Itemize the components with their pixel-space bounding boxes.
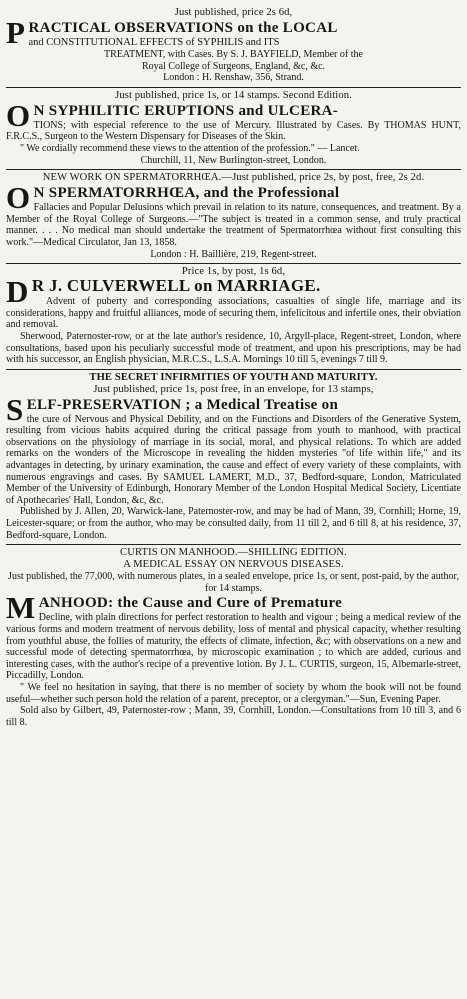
ad-body: Fallacies and Popular Delusions which prevail in relation to its nature, consequences, and treatment. By a Member of the Royal College of Surgeons.—"The subject is treated in a common sense, and truly practical manner. . . . No medical man should undertake the treatment of Spermatorrhœa without first consulting this work."—Medical Circulator, Jan 13, 1858. bbox=[6, 202, 461, 248]
ad-title-text: ELF-PRESERVATION ; a Medical Treatise on bbox=[26, 396, 339, 413]
ad-body: TIONS; with especial reference to the use of Mercury. Illustrated by Cases. By THOMAS HUNT, F.R.C.S., Surgeon to the Western Dispensary for Diseases of the Skin. bbox=[6, 119, 461, 143]
ad-line: Royal College of Surgeons, England, &c, &c. bbox=[141, 60, 326, 72]
ad-self-preservation bbox=[6, 370, 461, 546]
ad-header: Just published, price 1s, or 14 stamps. Second Edition. bbox=[115, 89, 352, 101]
drop-cap: O bbox=[6, 97, 31, 133]
ad-title-text: RACTICAL OBSERVATIONS on the LOCAL bbox=[28, 20, 338, 36]
ad-culverwell-marriage bbox=[6, 264, 461, 370]
ad-header: NEW WORK ON SPERMATORRHŒA.—Just published, price 2s, by post, free, 2s 2d. bbox=[42, 172, 425, 184]
drop-cap: M bbox=[6, 590, 36, 626]
ad-publisher: London : H. Renshaw, 356, Strand. bbox=[163, 72, 304, 84]
ad-quote: " We feel no hesitation in saying, that there is no member of society by whom the book will not be found useful—whether such person hold the relation of a parent, preceptor, or a clergyman."—Sun, Evening Paper. bbox=[6, 681, 461, 705]
ad-body-2: Published by J. Allen, 20, Warwick-lane, Paternoster-row, and may be had of Mann, 39, Cornhill; Horne, 19, Leicester-square; or from the author, who may be consulted daily, from 11 till 2, and 6 till 8, at his residence, 37, Bedford-square, London. bbox=[6, 506, 461, 541]
ad-line: and CONSTITUTIONAL EFFECTS of SYPHILIS and ITS bbox=[28, 37, 280, 48]
ad-title-text: N SYPHILITIC ERUPTIONS and ULCERA- bbox=[33, 102, 339, 119]
ad-title bbox=[6, 180, 461, 216]
ad-publisher: London : H. Baillière, 219, Regent-street. bbox=[150, 248, 317, 260]
ad-bayfield-syphilis bbox=[6, 5, 461, 88]
ad-header: CURTIS ON MANHOOD.—SHILLING EDITION. bbox=[120, 547, 347, 559]
ad-body-2: Sherwood, Paternoster-row, or at the late author's residence, 10, Argyll-place, Regent-street, London, where consultations, based upon his peculiarly successful mode of treatment, and upon his prescriptions, may be had with his successor, an English physician, M.R.C.S., L.S.A. Mornings 10 till 5, evenings 7 till 9. bbox=[6, 330, 461, 366]
ad-spermatorrhoea bbox=[6, 170, 461, 264]
ad-header: THE SECRET INFIRMITIES OF YOUTH AND MATURITY. bbox=[89, 371, 378, 383]
ad-body: Advent of puberty and corresponding associations, casualties of single life, marriage and its considerations, happy and fruitful alliances, mode of securing them, infelicitous and infertile ones, their obviation and removal. bbox=[6, 296, 461, 331]
ad-title-text: ANHOOD: the Cause and Cure of Premature bbox=[38, 595, 343, 612]
drop-cap: D bbox=[6, 274, 29, 310]
ad-hunt-eruptions bbox=[6, 88, 461, 170]
ad-title bbox=[6, 391, 461, 427]
ad-line: TREATMENT, with Cases. By S. J. BAYFIELD, Member of the bbox=[104, 49, 363, 60]
ad-body: the cure of Nervous and Physical Debility, and on the Functions and Disorders of the Generative System, resulting from vicious habits acquired during the critical passage from youth to manhood, with practical observations on the physiology of marriage in its social, moral, and physical relations. To which are added remarks on the wonders of the Microscope in revealing the hidden mysteries "of life within life," and its advantages in detecting, by urinary examination, the cause and effect of every variety of these complaints, with numerous engravings and cases. By SAMUEL LAMERT, M.D., 37, Bedford-square, London, Matriculated Member of the University of Edinburgh, Honorary Member of the London Hospital Medical Society, Licentiate of Apothecaries' Hall, London, &c, &c. bbox=[6, 413, 461, 506]
ad-quote: " We cordially recommend these views to the attention of the profession." — Lancet. bbox=[20, 142, 360, 154]
ad-subheader: Just published, price 1s, post free, in an envelope, for 13 stamps, bbox=[93, 383, 374, 395]
ad-subheader: A MEDICAL ESSAY ON NERVOUS DISEASES. bbox=[123, 559, 344, 571]
ad-body-2: Sold also by Gilbert, 49, Paternoster-row ; Mann, 39, Cornhill, London.—Consultations from 10 till 3, and 6 till 8. bbox=[6, 705, 461, 728]
ad-title-text: R J. CULVERWELL on MARRIAGE. bbox=[31, 276, 321, 296]
ad-title bbox=[6, 274, 461, 310]
ad-body: Decline, with plain directions for perfect restoration to health and vigour ; being a medical review of the various forms and modern treatment of nervous debility, loss of mental and physical capacity, whether resulting from youthful abuse, the follies of maturity, the effects of climate, infection, &c; with observations on a new and successful mode of detecting spermatorrhœa, by microscopic examination ; to which are added, curious and interesting cases, with the author's recipe of a preventive lotion. By J. L. CURTIS, surgeon, 15, Albemarle-street, Piccadilly, London. bbox=[6, 612, 461, 682]
ad-curtis-manhood bbox=[6, 545, 461, 731]
ad-title bbox=[6, 590, 461, 626]
drop-cap: P bbox=[6, 15, 26, 50]
ad-header: Just published, price 2s 6d, bbox=[174, 7, 293, 18]
ad-title-text: N SPERMATORRHŒA, and the Professional bbox=[33, 185, 340, 202]
ad-price-line: Just published, the 77,000, with numerous plates, in a sealed envelope, price 1s, or sent, post-paid, by the author, for 14 stamps. bbox=[8, 571, 459, 594]
ad-header: Price 1s, by post, 1s 6d, bbox=[181, 266, 286, 278]
drop-cap: O bbox=[6, 180, 31, 216]
drop-cap: S bbox=[6, 391, 24, 427]
ad-publisher: Churchill, 11, New Burlington-street, London. bbox=[140, 154, 327, 166]
